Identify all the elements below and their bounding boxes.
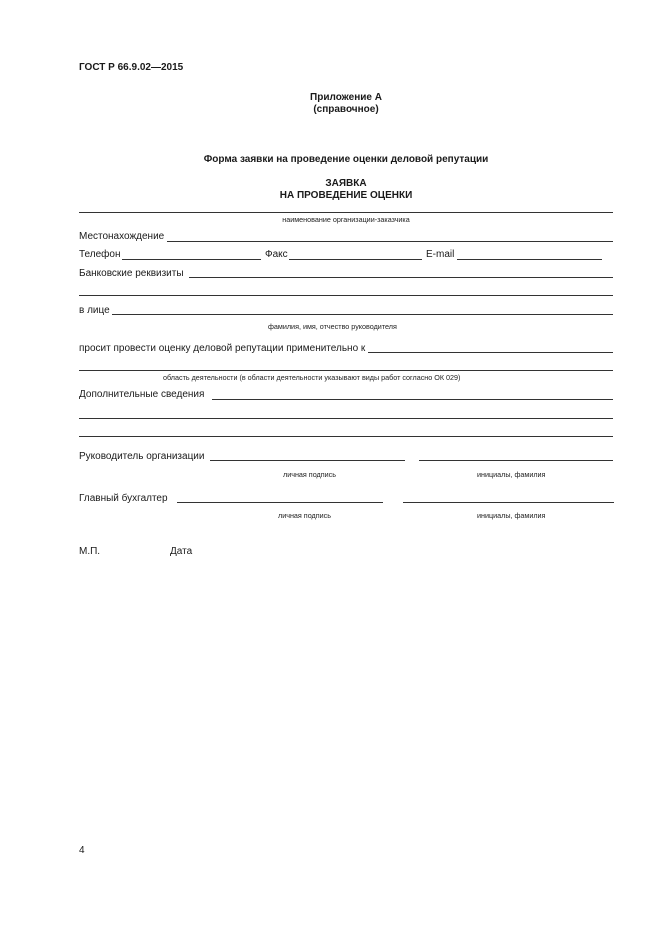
head-label: Руководитель организации [79, 451, 205, 462]
org-name-caption: наименование организации-заказчика [282, 215, 410, 224]
form-title: Форма заявки на проведение оценки деловой репутации [203, 154, 489, 165]
fax-line [289, 259, 422, 260]
appendix-title: Приложение А [310, 92, 382, 103]
doc-title-line2: НА ПРОВЕДЕНИЕ ОЦЕНКИ [279, 190, 413, 201]
head-initials-caption: инициалы, фамилия [477, 470, 546, 479]
person-label: в лице [79, 305, 110, 316]
extra-line-2 [79, 418, 613, 419]
date-label: Дата [170, 546, 193, 557]
accountant-initials-line [403, 502, 614, 503]
request-line-1 [368, 352, 613, 353]
request-label: просит провести оценку деловой репутации применительно к [79, 343, 366, 354]
standard-code: ГОСТ Р 66.9.02—2015 [79, 62, 184, 73]
area-caption: область деятельности (в области деятельности указывают виды работ согласно ОК 029) [163, 373, 461, 382]
page-number: 4 [79, 845, 85, 856]
stamp-label: М.П. [79, 546, 101, 557]
accountant-label: Главный бухгалтер [79, 493, 168, 504]
email-label: E-mail [426, 249, 455, 260]
accountant-signature-line [177, 502, 383, 503]
person-line [112, 314, 613, 315]
person-caption: фамилия, имя, отчество руководителя [268, 322, 397, 331]
location-line [167, 241, 613, 242]
email-line [457, 259, 602, 260]
appendix-note: (справочное) [313, 104, 379, 115]
org-name-line [79, 212, 613, 213]
request-line-2 [79, 370, 613, 371]
location-label: Местонахождение [79, 231, 165, 242]
bank-line-2 [79, 295, 613, 296]
accountant-initials-caption: инициалы, фамилия [477, 511, 546, 520]
phone-label: Телефон [79, 249, 121, 260]
accountant-signature-caption: личная подпись [278, 511, 331, 520]
phone-line [122, 259, 261, 260]
head-signature-caption: личная подпись [283, 470, 336, 479]
bank-label: Банковские реквизиты [79, 268, 184, 279]
head-initials-line [419, 460, 613, 461]
extra-line-3 [79, 436, 613, 437]
head-signature-line [210, 460, 405, 461]
extra-label: Дополнительные сведения [79, 389, 205, 400]
fax-label: Факс [265, 249, 288, 260]
bank-line-1 [189, 277, 613, 278]
doc-title-line1: ЗАЯВКА [325, 178, 367, 189]
extra-line-1 [212, 399, 613, 400]
